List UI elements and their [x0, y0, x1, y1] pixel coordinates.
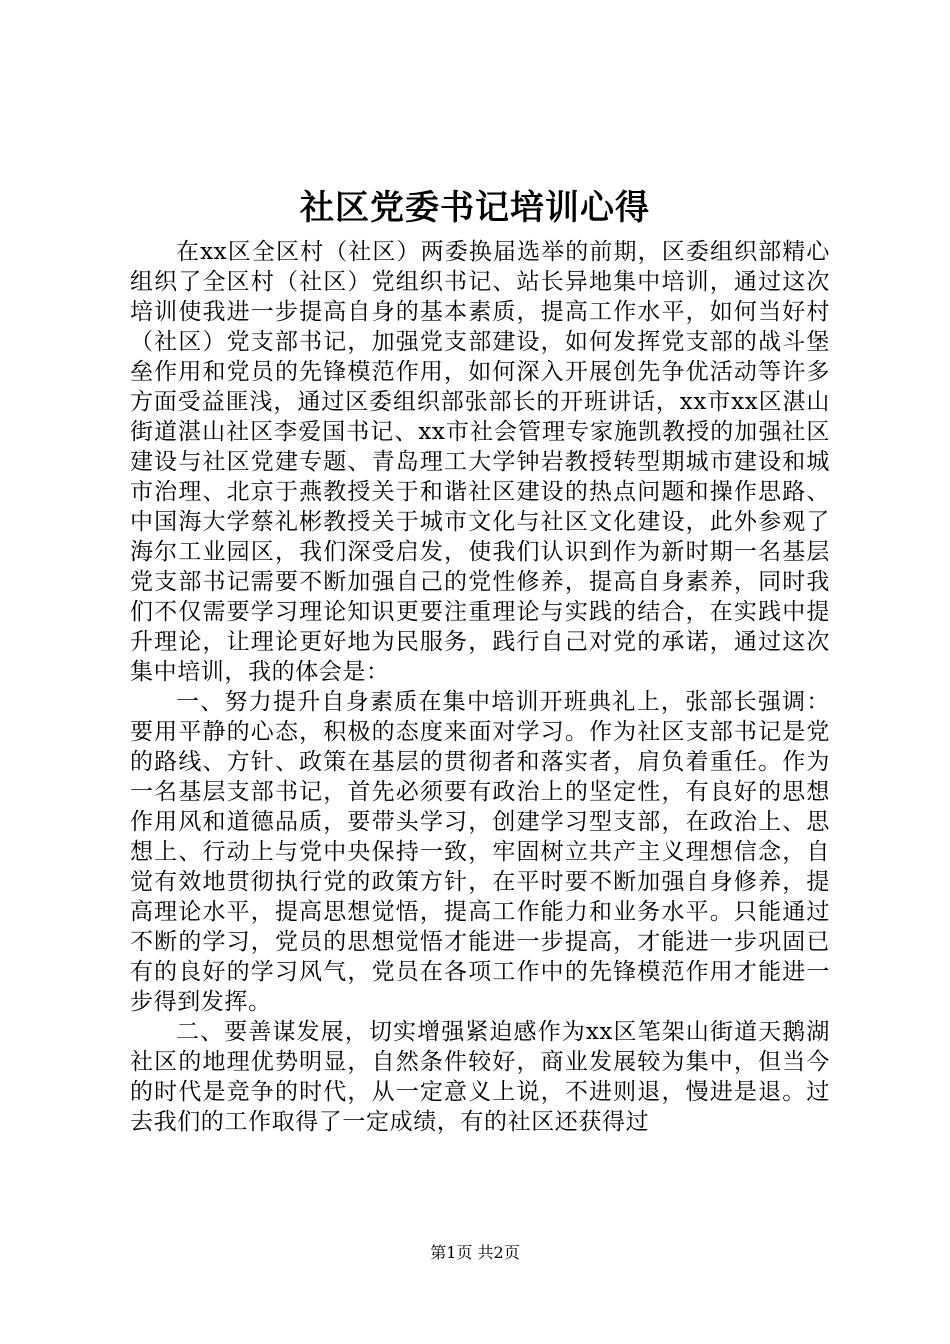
document-body — [130, 237, 830, 1137]
page-total: 共2页 — [477, 1243, 520, 1262]
paragraph-section-2: 二、要善谋发展，切实增强紧迫感作为xx区笔架山街道天鹅湖社区的地理优势明显，自然条件较好，商业发展较为集中，但当今的时代是竞争的时代，从一定意义上说，不进则退，慢进是退。过去我们的工作取得了一定成绩，有的社区还获得过 — [130, 1019, 830, 1135]
paragraph-section-1: 一、努力提升自身素质在集中培训开班典礼上，张部长强调：要用平静的心态，积极的态度来面对学习。作为社区支部书记是党的路线、方针、政策在基层的贯彻者和落实者，肩负着重任。作为一名基层支部书记，首先必须要有政治上的坚定性，有良好的思想作用风和道德品质，要带头学习，创建学习型支部，在政治上、思想上、行动上与党中央保持一致，牢固树立共产主义理想信念，自觉有效地贯彻执行党的政策方针，在平时要不断加强自身修养，提高理论水平，提高思想觉悟，提高工作能力和业务水平。只能通过不断的学习，党员的思想觉悟才能进一步提高，才能进一步巩固已有的良好的学习风气，党员在各项工作中的先锋模范作用才能进一步得到发挥。 — [130, 689, 830, 1015]
page-footer — [0, 1243, 950, 1263]
document-title: 社区党委书记培训心得 — [300, 188, 650, 228]
page-number: 第1页 — [430, 1243, 473, 1262]
paragraph-intro: 在xx区全区村（社区）两委换届选举的前期，区委组织部精心组织了全区村（社区）党组织书记、站长异地集中培训，通过这次培训使我进一步提高自身的基本素质，提高工作水平，如何当好村（社区）党支部书记，加强党支部建设，如何发挥党支部的战斗堡垒作用和党员的先锋模范作用，如何深入开展创先争优活动等许多方面受益匪浅，通过区委组织部张部长的开班讲话，xx市xx区湛山街道湛山社区李爱国书记、xx市社会管理专家施凯教授的加强社区建设与社区党建专题、青岛理工大学钟岩教授转型期城市建设和城市治理、北京于燕教授关于和谐社区建设的热点问题和操作思路、中国海大学蔡礼彬教授关于城市文化与社区文化建设，此外参观了海尔工业园区，我们深受启发，使我们认识到作为新时期一名基层党支部书记需要不断加强自己的党性修养，提高自身素养，同时我们不仅需要学习理论知识更要注重理论与实践的结合，在实践中提升理论，让理论更好地为民服务，践行自己对党的承诺，通过这次集中培训，我的体会是： — [130, 239, 830, 685]
